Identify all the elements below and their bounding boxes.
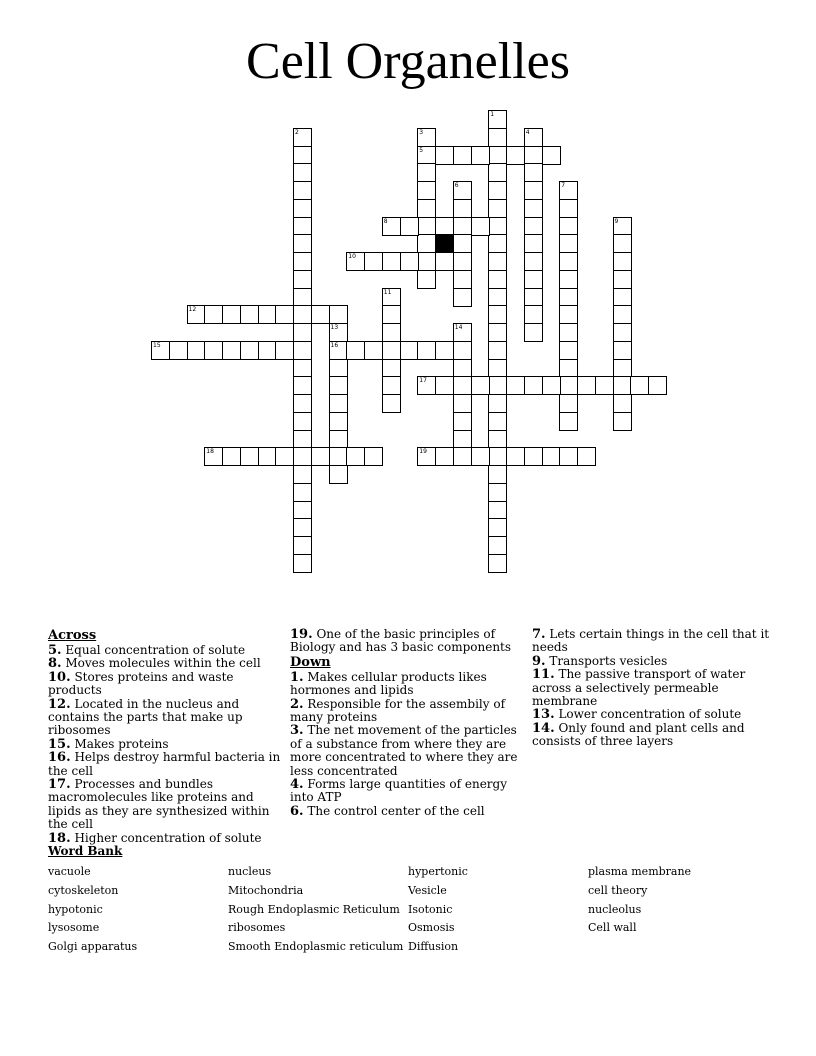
grid-cell[interactable]	[382, 252, 401, 271]
across-clue	[48, 698, 286, 738]
grid-cell[interactable]	[488, 199, 507, 218]
clue-number: 7.	[532, 627, 546, 642]
grid-cell[interactable]	[630, 376, 649, 395]
clue-text: Moves molecules within the cell	[61, 656, 261, 671]
grid-cell[interactable]	[613, 341, 632, 360]
clue-number: 6.	[290, 803, 304, 819]
grid-cell[interactable]	[417, 163, 436, 182]
grid-cell[interactable]	[151, 341, 170, 360]
grid-cell[interactable]	[293, 554, 312, 573]
grid-cell[interactable]	[382, 376, 401, 395]
grid-cell[interactable]	[382, 217, 401, 236]
clue-text: Only found and plant cells and consists of three layers	[532, 720, 745, 749]
grid-cell[interactable]	[453, 394, 472, 413]
clue-number: 8	[383, 217, 388, 225]
grid-cell[interactable]	[293, 199, 312, 218]
across-clue	[290, 628, 528, 655]
clue-number: 7	[561, 182, 566, 189]
grid-cell[interactable]	[329, 341, 348, 360]
grid-cell[interactable]	[559, 305, 578, 324]
word-bank-column	[408, 863, 588, 957]
grid-cell[interactable]	[382, 394, 401, 413]
grid-cell[interactable]	[293, 234, 312, 253]
grid-cell[interactable]	[453, 447, 472, 466]
clue-number: 6	[454, 182, 459, 189]
grid-cell[interactable]	[435, 341, 454, 360]
clue-number: 16	[330, 341, 339, 349]
clue-number: 11.	[532, 667, 555, 683]
clue-text: One of the basic principles of Biology and has 3 basic components	[290, 627, 512, 655]
down-clue	[290, 671, 528, 698]
grid-cell[interactable]	[559, 394, 578, 413]
grid-cell[interactable]	[293, 376, 312, 395]
grid-cell[interactable]	[559, 447, 578, 466]
across-clue	[48, 657, 286, 670]
grid-cell[interactable]	[453, 430, 472, 449]
grid-cell[interactable]	[488, 376, 507, 395]
clue-number: 1	[490, 111, 495, 118]
grid-cell[interactable]	[524, 234, 543, 253]
grid-cell[interactable]	[417, 341, 436, 360]
clue-number: 5	[419, 146, 424, 154]
grid-cell[interactable]	[524, 323, 543, 342]
word-bank-item: nucleolus	[588, 902, 642, 916]
grid-cell[interactable]	[293, 181, 312, 200]
grid-cell[interactable]	[382, 323, 401, 342]
grid-cell[interactable]	[577, 376, 596, 395]
word-bank-item: nucleus	[228, 865, 272, 878]
clue-text: Transports vesicles	[545, 653, 668, 668]
clue-number: 14	[454, 324, 463, 331]
grid-cell[interactable]	[471, 447, 490, 466]
grid-cell[interactable]	[488, 146, 507, 165]
grid-cell[interactable]	[453, 412, 472, 431]
grid-cell[interactable]	[346, 252, 365, 271]
grid-cell[interactable]	[559, 270, 578, 289]
grid-cell[interactable]	[453, 341, 472, 360]
grid-cell[interactable]	[187, 305, 206, 324]
grid-cell[interactable]	[613, 394, 632, 413]
clue-number: 4.	[290, 777, 304, 793]
clue-number: 19	[419, 448, 427, 456]
grid-cell[interactable]	[488, 483, 507, 502]
grid-cell[interactable]	[559, 341, 578, 360]
grid-cell[interactable]	[488, 323, 507, 342]
word-bank-item: Golgi apparatus	[48, 940, 138, 954]
down-clue	[290, 698, 528, 725]
clue-text: Higher concentration of solute	[70, 830, 262, 845]
grid-cell[interactable]	[488, 341, 507, 360]
word-bank-item: Diffusion	[408, 940, 459, 954]
grid-cell[interactable]	[417, 146, 436, 165]
grid-cell[interactable]	[417, 447, 436, 466]
across-clue	[48, 751, 286, 778]
grid-cell[interactable]	[488, 518, 507, 537]
grid-cell[interactable]	[488, 430, 507, 449]
clue-text: Lets certain things in the cell that it needs	[532, 627, 770, 655]
grid-cell[interactable]	[453, 323, 472, 342]
clue-number: 14.	[532, 720, 555, 736]
clue-text: Stores proteins and waste products	[48, 669, 234, 698]
clue-number: 1.	[290, 669, 304, 685]
black-cell	[435, 234, 454, 253]
grid-cell[interactable]	[488, 305, 507, 324]
grid-cell[interactable]	[346, 341, 365, 360]
grid-cell[interactable]	[524, 288, 543, 307]
grid-cell[interactable]	[417, 199, 436, 218]
grid-cell[interactable]	[542, 146, 561, 165]
grid-cell[interactable]	[258, 305, 277, 324]
grid-cell[interactable]	[222, 341, 241, 360]
grid-cell[interactable]	[488, 110, 507, 129]
word-bank-item: ribosomes	[228, 921, 286, 935]
grid-cell[interactable]	[293, 394, 312, 413]
clue-number: 13	[330, 324, 339, 331]
clue-text: Lower concentration of solute	[554, 707, 742, 722]
grid-cell[interactable]	[293, 217, 312, 236]
grid-cell[interactable]	[453, 146, 472, 165]
grid-cell[interactable]	[559, 217, 578, 236]
grid-cell[interactable]	[524, 376, 543, 395]
grid-cell[interactable]	[524, 270, 543, 289]
grid-cell[interactable]	[293, 501, 312, 520]
grid-cell[interactable]	[613, 412, 632, 431]
grid-cell[interactable]	[613, 305, 632, 324]
word-bank-item: vacuole	[48, 865, 91, 878]
down-clue	[290, 805, 528, 818]
grid-cell[interactable]	[613, 376, 632, 395]
grid-cell[interactable]	[364, 447, 383, 466]
clues-column-1	[48, 628, 286, 845]
grid-cell[interactable]	[488, 359, 507, 378]
grid-cell[interactable]	[488, 234, 507, 253]
word-bank-item: Vesicle	[408, 883, 447, 897]
word-bank-column	[48, 863, 228, 957]
grid-cell[interactable]	[435, 146, 454, 165]
word-bank-item: hypotonic	[48, 902, 103, 916]
grid-cell[interactable]	[417, 181, 436, 200]
clue-text: Forms large quantities of energy into ATP	[290, 777, 507, 805]
clue-text: Helps destroy harmful bacteria in the cell	[48, 750, 281, 778]
grid-cell[interactable]	[613, 234, 632, 253]
grid-cell[interactable]	[524, 199, 543, 218]
clue-text: Makes cellular products likes hormones and lipids	[290, 669, 487, 698]
across-clue	[48, 738, 286, 751]
grid-cell[interactable]	[258, 341, 277, 360]
grid-cell[interactable]	[559, 199, 578, 218]
grid-cell[interactable]	[488, 270, 507, 289]
clue-number: 9.	[532, 653, 546, 669]
grid-cell[interactable]	[471, 217, 490, 236]
grid-cell[interactable]	[293, 288, 312, 307]
word-bank-item: Mitochondria	[228, 883, 304, 897]
grid-cell[interactable]	[559, 412, 578, 431]
grid-cell[interactable]	[613, 270, 632, 289]
word-bank-item: Smooth Endoplasmic reticulum	[228, 940, 404, 954]
clues-column-3	[532, 628, 770, 749]
grid-cell[interactable]	[293, 412, 312, 431]
grid-cell[interactable]	[524, 163, 543, 182]
down-heading: Down	[290, 654, 331, 670]
grid-cell[interactable]	[524, 146, 543, 165]
grid-cell[interactable]	[293, 536, 312, 555]
clue-text: Responsible for the assembily of many proteins	[290, 696, 506, 725]
grid-cell[interactable]	[488, 217, 507, 236]
grid-cell[interactable]	[204, 341, 223, 360]
grid-cell[interactable]	[559, 234, 578, 253]
grid-cell[interactable]	[346, 447, 365, 466]
grid-cell[interactable]	[488, 128, 507, 147]
word-bank-item: Rough Endoplasmic Reticulum	[228, 902, 400, 916]
clue-number: 2	[295, 128, 299, 136]
clue-number: 18.	[48, 830, 71, 846]
clue-number: 10.	[48, 669, 71, 685]
grid-cell[interactable]	[329, 430, 348, 449]
down-clue	[532, 722, 770, 749]
grid-cell[interactable]	[542, 447, 561, 466]
grid-cell[interactable]	[524, 181, 543, 200]
word-bank-item: lysosome	[48, 921, 100, 935]
clue-number: 12.	[48, 696, 71, 712]
grid-cell[interactable]	[400, 252, 419, 271]
grid-cell[interactable]	[613, 252, 632, 271]
grid-cell[interactable]	[204, 447, 223, 466]
grid-cell[interactable]	[506, 447, 525, 466]
grid-cell[interactable]	[488, 163, 507, 182]
grid-cell[interactable]	[453, 376, 472, 395]
grid-cell[interactable]	[169, 341, 188, 360]
word-bank-item: cytoskeleton	[48, 883, 119, 897]
grid-cell[interactable]	[488, 465, 507, 484]
word-bank-item: Osmosis	[408, 921, 455, 935]
clue-number: 12	[188, 306, 197, 314]
clue-text: Processes and bundles macromolecules like proteins and lipids as they are synthesized within the cell	[48, 777, 270, 832]
grid-cell[interactable]	[240, 341, 259, 360]
grid-cell[interactable]	[559, 252, 578, 271]
grid-cell[interactable]	[400, 217, 419, 236]
clue-number: 11	[383, 288, 392, 296]
grid-cell[interactable]	[613, 359, 632, 378]
word-bank-item: Cell wall	[588, 921, 637, 935]
word-bank-item: plasma membrane	[588, 865, 692, 878]
grid-cell[interactable]	[293, 483, 312, 502]
grid-cell[interactable]	[453, 270, 472, 289]
grid-cell[interactable]	[435, 217, 454, 236]
grid-cell[interactable]	[417, 234, 436, 253]
grid-cell[interactable]	[435, 376, 454, 395]
grid-cell[interactable]	[488, 536, 507, 555]
grid-cell[interactable]	[293, 430, 312, 449]
grid-cell[interactable]	[559, 376, 578, 395]
grid-cell[interactable]	[293, 252, 312, 271]
grid-cell[interactable]	[435, 252, 454, 271]
grid-cell[interactable]	[488, 554, 507, 573]
page-title: Cell Organelles	[246, 33, 570, 90]
word-bank	[48, 844, 768, 954]
grid-cell[interactable]	[488, 447, 507, 466]
grid-cell[interactable]	[329, 412, 348, 431]
clue-text: The control center of the cell	[303, 803, 485, 818]
clue-number: 15.	[48, 736, 71, 752]
grid-cell[interactable]	[293, 305, 312, 324]
word-bank-item: hypertonic	[408, 865, 468, 878]
grid-cell[interactable]	[311, 305, 330, 324]
grid-cell[interactable]	[453, 234, 472, 253]
down-clue	[532, 708, 770, 721]
grid-cell[interactable]	[488, 181, 507, 200]
clue-number: 16.	[48, 750, 71, 766]
grid-cell[interactable]	[524, 217, 543, 236]
down-clue	[532, 668, 770, 708]
grid-cell[interactable]	[293, 359, 312, 378]
grid-cell[interactable]	[488, 394, 507, 413]
grid-cell[interactable]	[417, 252, 436, 271]
grid-cell[interactable]	[453, 181, 472, 200]
grid-cell[interactable]	[453, 359, 472, 378]
grid-cell[interactable]	[329, 305, 348, 324]
grid-cell[interactable]	[613, 323, 632, 342]
grid-cell[interactable]	[471, 146, 490, 165]
clue-text: Located in the nucleus and contains the parts that make up ribosomes	[48, 696, 243, 738]
grid-cell[interactable]	[613, 288, 632, 307]
grid-cell[interactable]	[488, 412, 507, 431]
grid-cell[interactable]	[329, 465, 348, 484]
clue-number: 3	[419, 128, 424, 136]
grid-cell[interactable]	[417, 128, 436, 147]
grid-cell[interactable]	[293, 447, 312, 466]
down-clue	[532, 628, 770, 655]
grid-cell[interactable]	[524, 252, 543, 271]
grid-cell[interactable]	[417, 376, 436, 395]
grid-cell[interactable]	[382, 341, 401, 360]
clue-number: 18	[206, 448, 214, 456]
grid-cell[interactable]	[293, 163, 312, 182]
grid-cell[interactable]	[417, 217, 436, 236]
grid-cell[interactable]	[275, 341, 294, 360]
word-bank-column	[588, 863, 768, 938]
grid-cell[interactable]	[453, 217, 472, 236]
clue-text: Equal concentration of solute	[61, 643, 246, 657]
across-clue	[48, 778, 286, 832]
grid-cell[interactable]	[187, 341, 206, 360]
clue-number: 8.	[48, 656, 62, 672]
word-bank-heading: Word Bank	[48, 844, 123, 858]
grid-cell[interactable]	[240, 447, 259, 466]
clue-number: 5.	[48, 643, 62, 658]
grid-cell[interactable]	[293, 518, 312, 537]
clue-number: 4	[525, 128, 530, 136]
grid-cell[interactable]	[648, 376, 667, 395]
grid-cell[interactable]	[488, 501, 507, 520]
grid-cell[interactable]	[488, 288, 507, 307]
clue-number: 10	[348, 253, 356, 260]
grid-cell[interactable]	[293, 323, 312, 342]
grid-cell[interactable]	[559, 288, 578, 307]
grid-cell[interactable]	[222, 447, 241, 466]
grid-cell[interactable]	[329, 359, 348, 378]
grid-cell[interactable]	[524, 128, 543, 147]
clue-number: 3.	[290, 723, 304, 739]
grid-cell[interactable]	[471, 376, 490, 395]
word-bank-item: Isotonic	[408, 902, 453, 916]
grid-cell[interactable]	[222, 305, 241, 324]
clue-text: Makes proteins	[70, 736, 169, 751]
grid-cell[interactable]	[595, 376, 614, 395]
clue-number: 19.	[290, 627, 313, 642]
grid-cell[interactable]	[275, 305, 294, 324]
clues-column-2	[290, 628, 528, 818]
clue-number: 9	[614, 217, 619, 225]
grid-cell[interactable]	[453, 288, 472, 307]
grid-cell[interactable]	[311, 447, 330, 466]
clue-number: 2.	[290, 696, 304, 712]
grid-cell[interactable]	[488, 252, 507, 271]
grid-cell[interactable]	[293, 465, 312, 484]
grid-cell[interactable]	[329, 376, 348, 395]
grid-cell[interactable]	[364, 341, 383, 360]
grid-cell[interactable]	[240, 305, 259, 324]
grid-cell[interactable]	[258, 447, 277, 466]
grid-cell[interactable]	[329, 447, 348, 466]
grid-cell[interactable]	[382, 305, 401, 324]
grid-cell[interactable]	[204, 305, 223, 324]
clue-text: The passive transport of water across a selectively permeable membrane	[532, 667, 746, 709]
grid-cell[interactable]	[275, 447, 294, 466]
grid-cell[interactable]	[293, 270, 312, 289]
grid-cell[interactable]	[577, 447, 596, 466]
down-clue	[532, 655, 770, 668]
grid-cell[interactable]	[559, 181, 578, 200]
grid-cell[interactable]	[293, 146, 312, 165]
grid-cell[interactable]	[435, 447, 454, 466]
grid-cell[interactable]	[329, 394, 348, 413]
clue-text: The net movement of the particles of a substance from where they are more concentrated to where they are less concentrated	[290, 723, 518, 778]
grid-cell[interactable]	[506, 376, 525, 395]
clue-number: 17	[419, 377, 427, 385]
grid-cell[interactable]	[400, 341, 419, 360]
grid-cell[interactable]	[453, 252, 472, 271]
word-bank-column	[228, 863, 408, 957]
grid-cell[interactable]	[382, 359, 401, 378]
down-clue	[290, 778, 528, 805]
grid-cell[interactable]	[293, 128, 312, 147]
grid-cell[interactable]	[417, 270, 436, 289]
grid-cell[interactable]	[524, 305, 543, 324]
grid-cell[interactable]	[613, 217, 632, 236]
grid-cell[interactable]	[329, 323, 348, 342]
down-clue	[290, 724, 528, 778]
grid-cell[interactable]	[524, 447, 543, 466]
clue-number: 13.	[532, 707, 555, 723]
across-heading: Across	[48, 628, 97, 643]
grid-cell[interactable]	[559, 323, 578, 342]
across-clue	[48, 644, 286, 657]
grid-cell[interactable]	[542, 376, 561, 395]
grid-cell[interactable]	[364, 252, 383, 271]
grid-cell[interactable]	[293, 341, 312, 360]
grid-cell[interactable]	[506, 146, 525, 165]
grid-cell[interactable]	[559, 359, 578, 378]
grid-cell[interactable]	[453, 199, 472, 218]
clue-number: 17.	[48, 777, 71, 793]
clue-number: 15	[153, 341, 161, 349]
grid-cell[interactable]	[382, 288, 401, 307]
across-clue	[48, 671, 286, 698]
word-bank-item: cell theory	[588, 883, 648, 897]
